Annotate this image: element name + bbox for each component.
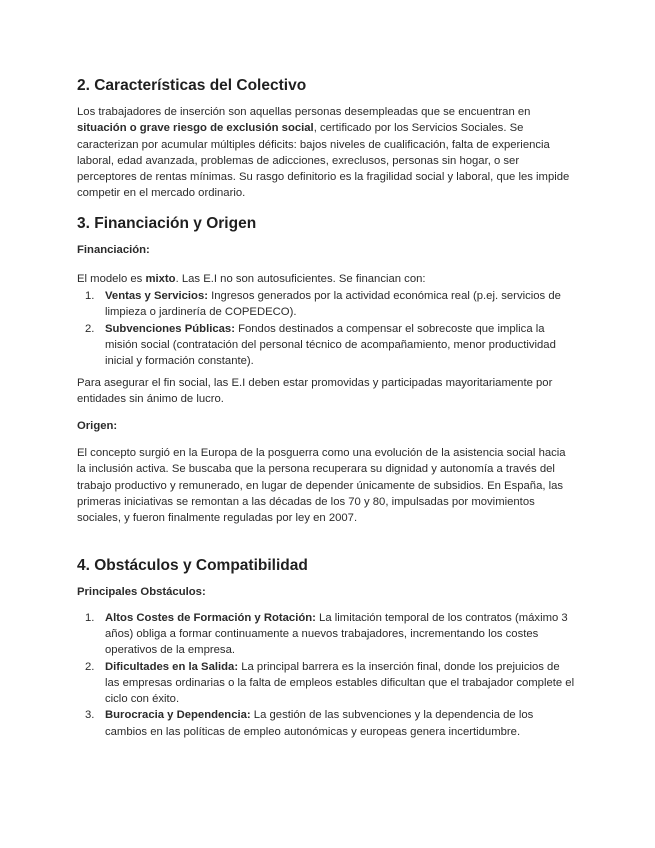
list-item: 2. Dificultades en la Salida: La principal barrera es la inserción final, donde los prejuicios de las empresas ordinarias o la falta de empleos estables dificultan que el trabajador complete el ciclo con éxito. <box>85 660 575 706</box>
financiacion-closing: Para asegurar el fin social, las E.I deben estar promovidas y participadas mayoritariamente por entidades sin ánimo de lucro. <box>77 376 553 405</box>
origen-paragraph: El concepto surgió en la Europa de la posguerra como una evolución de la asistencia social hacia la inclusión activa. Se buscaba que la persona recuperara su dignidad y autonomía a través del trabajo productivo y remunerado, en lugar de depender únicamente de subsidios. En España, las primeras iniciativas se remontan a las décadas de los 70 y 80, impulsadas por movimientos sociales, y fueron finalmente reguladas por ley en 2007. <box>77 447 566 525</box>
document-page <box>77 76 577 740</box>
section-2-paragraph: Los trabajadores de inserción son aquellas personas desempleadas que se encuentran en situación o grave riesgo de exclusión social, certificado por los Servicios Sociales. Se caracterizan por acumular múltiples déficits: bajos niveles de cualificación, falta de experiencia laboral, edad avanzada, problemas de adicciones, exreclusos, personas sin hogar, o ser perceptores de rentas mínimas. Su rasgo definitorio es la fragilidad social y laboral, que les impide competir en el mercado ordinario. <box>77 106 570 200</box>
list-item: 3. Burocracia y Dependencia: La gestión de las subvenciones y la dependencia de los cambios en las políticas de empleo autonómicas y europeas genera incertidumbre. <box>85 709 534 738</box>
list-item: 1. Altos Costes de Formación y Rotación: La limitación temporal de los contratos (máximo 3 años) obliga a formar continuamente a nuevos trabajadores, incrementando los costes operativos de la empresa. <box>85 611 568 657</box>
financiacion-intro: El modelo es mixto. Las E.I no son autosuficientes. Se financian con: <box>77 272 426 285</box>
obstaculos-list <box>77 610 577 740</box>
origen-heading: Origen: <box>77 420 118 433</box>
obstaculos-heading: Principales Obstáculos: <box>77 585 206 598</box>
section-4-title: 4. Obstáculos y Compatibilidad <box>77 556 308 574</box>
list-item: 2. Subvenciones Públicas: Fondos destinados a compensar el sobrecoste que implica la misión social (contratación del personal técnico de acompañamiento, menor productividad inicial y formación constante). <box>85 322 556 368</box>
section-3-title: 3. Financiación y Origen <box>77 214 257 232</box>
list-item: 1. Ventas y Servicios: Ingresos generados por la actividad económica real (p.ej. servicios de limpieza o jardinería de COPEDECO). <box>85 290 561 319</box>
financiacion-heading: Financiación: <box>77 243 150 256</box>
section-2-title: 2. Características del Colectivo <box>77 77 307 94</box>
financiacion-list <box>77 288 577 369</box>
